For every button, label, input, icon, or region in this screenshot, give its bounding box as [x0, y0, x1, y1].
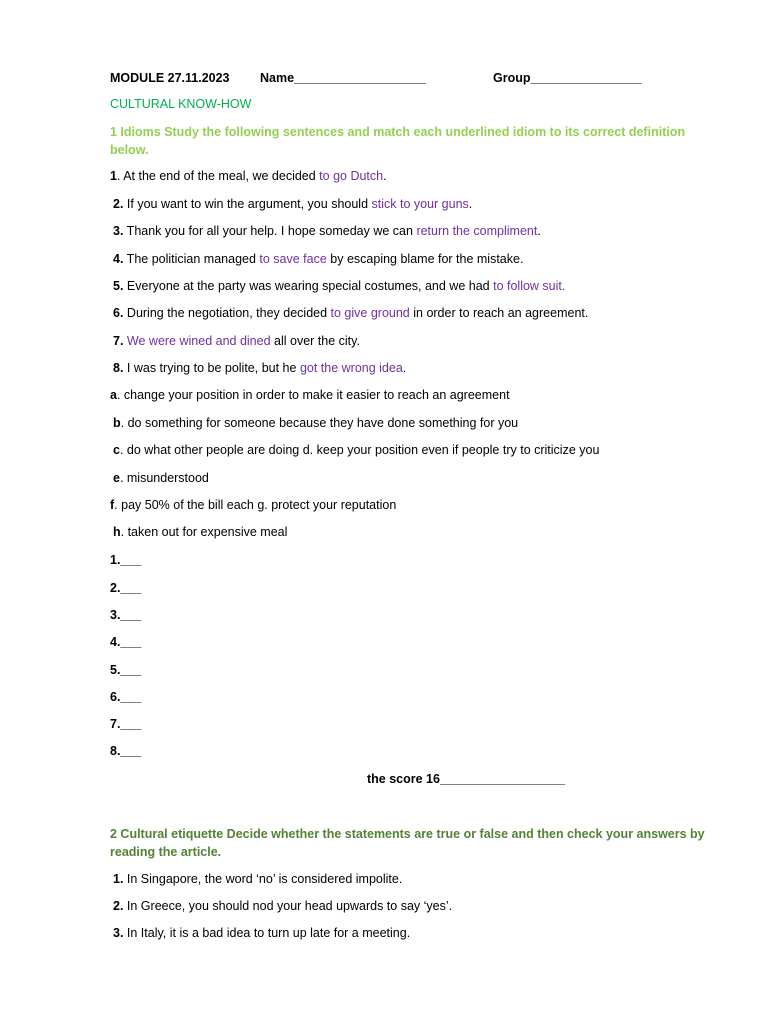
- definition-c: c. do what other people are doing d. keep your position even if people try to criticize you: [113, 443, 600, 457]
- answer-blank-2[interactable]: 2.___: [110, 581, 142, 595]
- sentence-number: 2.: [113, 197, 124, 211]
- answer-blank-8[interactable]: 8.___: [110, 744, 142, 758]
- sentence-7: 7. We were wined and dined all over the city.: [113, 334, 360, 348]
- definition-letter: b: [113, 416, 121, 430]
- sentence-1: 1. At the end of the meal, we decided to go Dutch.: [110, 169, 387, 183]
- idiom: to go Dutch: [319, 169, 384, 183]
- sentence-5: 5. Everyone at the party was wearing special costumes, and we had to follow suit.: [113, 279, 566, 293]
- sentence-number: 4.: [113, 252, 124, 266]
- statement-number: 1.: [113, 872, 124, 886]
- definition-letter: f: [110, 498, 115, 512]
- definition-letter: a: [110, 388, 117, 402]
- sentence-number: 6.: [113, 306, 124, 320]
- statement-number: 2.: [113, 899, 124, 913]
- statement-3: 3. In Italy, it is a bad idea to turn up late for a meeting.: [113, 926, 411, 940]
- sentence-3: 3. Thank you for all your help. I hope someday we can return the compliment.: [113, 224, 541, 238]
- statement-number: 3.: [113, 926, 124, 940]
- sentence-number: 7.: [113, 334, 124, 348]
- definition-letter: h: [113, 525, 121, 539]
- sentence-4: 4. The politician managed to save face by escaping blame for the mistake.: [113, 252, 524, 266]
- section-label: CULTURAL KNOW-HOW: [110, 97, 252, 111]
- definition-e: e. misunderstood: [113, 471, 209, 485]
- answer-blank-7[interactable]: 7.___: [110, 717, 142, 731]
- sentence-8: 8. I was trying to be polite, but he got the wrong idea.: [113, 361, 407, 375]
- sentence-number: 1: [110, 169, 117, 183]
- exercise-1-title: 1 Idioms Study the following sentences and match each underlined idiom to its correct definition below.: [110, 125, 686, 157]
- answer-blank-4[interactable]: 4.___: [110, 635, 142, 649]
- group-field: Group________________: [493, 71, 642, 85]
- definition-b: b. do something for someone because they have done something for you: [113, 416, 519, 430]
- exercise-2-title: 2 Cultural etiquette Decide whether the statements are true or false and then check your answers by reading the article.: [110, 827, 705, 859]
- sentence-number: 3.: [113, 224, 124, 238]
- statement-2: 2. In Greece, you should nod your head upwards to say ‘yes’.: [113, 899, 453, 913]
- sentence-2: 2. If you want to win the argument, you should stick to your guns.: [113, 197, 473, 211]
- definition-letter: c: [113, 443, 120, 457]
- idiom: to give ground: [330, 306, 410, 320]
- idiom: stick to your guns: [371, 197, 469, 211]
- header-row: [110, 70, 670, 86]
- idiom: return the compliment: [416, 224, 538, 238]
- idiom: to save face: [259, 252, 327, 266]
- idiom: to follow suit.: [493, 279, 566, 293]
- definition-f: f. pay 50% of the bill each g. protect your reputation: [110, 498, 397, 512]
- idiom: We were wined and dined: [126, 334, 271, 348]
- module-date: MODULE 27.11.2023: [110, 71, 230, 85]
- name-field: Name___________________: [260, 71, 427, 85]
- answer-blank-5[interactable]: 5.___: [110, 663, 142, 677]
- answer-blank-1[interactable]: 1.___: [110, 553, 142, 567]
- definition-h: h. taken out for expensive meal: [113, 525, 288, 539]
- definition-letter: e: [113, 471, 120, 485]
- statement-1: 1. In Singapore, the word ‘no’ is considered impolite.: [113, 872, 403, 886]
- answer-blank-6[interactable]: 6.___: [110, 690, 142, 704]
- idiom: got the wrong idea: [299, 361, 403, 375]
- sentence-number: 8.: [113, 361, 124, 375]
- score-field[interactable]: the score 16__________________: [367, 772, 566, 786]
- definition-a: a. change your position in order to make it easier to reach an agreement: [110, 388, 510, 402]
- answer-blank-3[interactable]: 3.___: [110, 608, 142, 622]
- sentence-number: 5.: [113, 279, 124, 293]
- sentence-6: 6. During the negotiation, they decided to give ground in order to reach an agreement.: [113, 306, 589, 320]
